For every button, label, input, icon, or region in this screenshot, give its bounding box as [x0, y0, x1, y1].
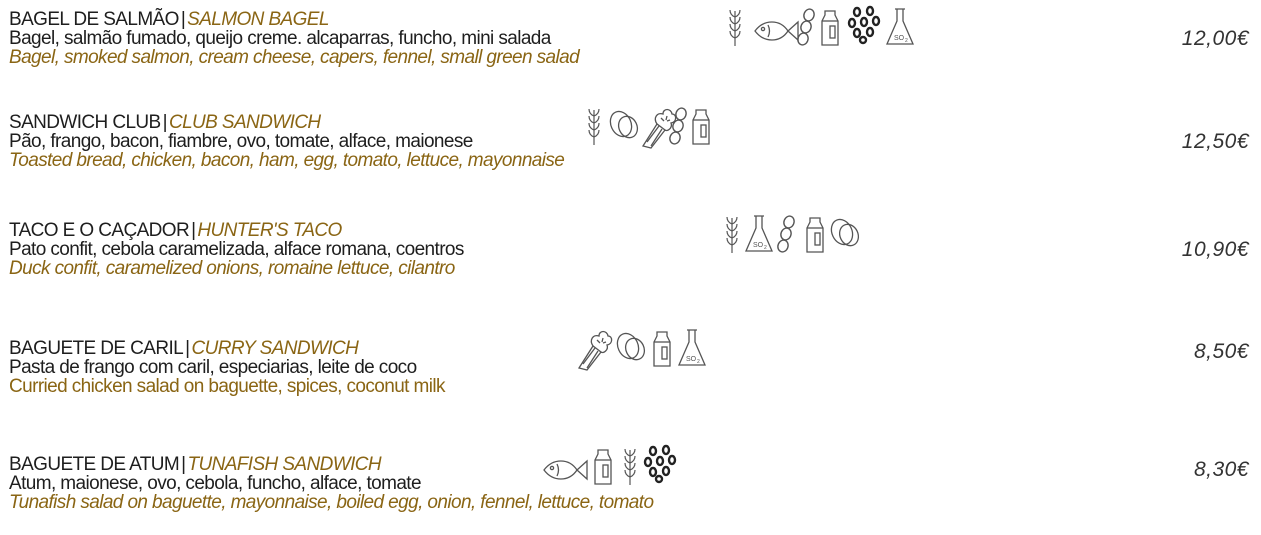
sesame-icon	[644, 446, 678, 482]
item-price: 10,90€	[1181, 238, 1249, 261]
sulphites-icon	[677, 328, 707, 368]
egg-icon	[616, 328, 646, 364]
item-price: 8,30€	[1193, 458, 1249, 481]
soy-icon	[796, 7, 816, 47]
item-price: 12,00€	[1181, 27, 1249, 50]
sulphites-icon	[744, 214, 774, 254]
item-name-en: CLUB SANDWICH	[168, 112, 321, 133]
item-name-en: TUNAFISH SANDWICH	[187, 454, 381, 475]
sulphites-icon	[885, 7, 915, 47]
menu-item	[9, 339, 1259, 419]
milk-icon	[821, 7, 839, 47]
item-name-en: SALMON BAGEL	[187, 9, 329, 30]
fish-icon	[541, 446, 589, 484]
gluten-icon	[622, 446, 638, 486]
gluten-icon	[727, 7, 743, 47]
item-name-pt: BAGEL DE SALMÃO	[9, 9, 179, 30]
svg-text:SO: SO	[686, 356, 697, 363]
menu-item	[9, 10, 1259, 90]
item-text	[9, 339, 445, 396]
item-description-en: Curried chicken salad on baguette, spices, coconut milk	[9, 376, 445, 397]
item-description-pt: Atum, maionese, ovo, cebola, funcho, alface, tomate	[9, 473, 421, 494]
item-name-pt: BAGUETE DE ATUM	[9, 454, 180, 475]
item-description-pt: Pato confit, cebola caramelizada, alface romana, coentros	[9, 239, 464, 260]
egg-icon	[830, 214, 860, 250]
item-title	[9, 113, 564, 132]
gluten-icon	[724, 214, 740, 254]
svg-text:2: 2	[697, 359, 700, 365]
item-price: 12,50€	[1181, 130, 1249, 153]
soy-icon	[776, 214, 796, 254]
milk-icon	[692, 106, 710, 146]
item-name-en: HUNTER'S TACO	[197, 220, 342, 241]
item-title	[9, 10, 579, 29]
item-text	[9, 113, 564, 170]
item-text	[9, 10, 579, 67]
item-title	[9, 221, 464, 240]
item-name-pt: BAGUETE DE CARIL	[9, 338, 184, 359]
sesame-icon	[848, 7, 882, 43]
milk-icon	[806, 214, 824, 254]
milk-icon	[653, 328, 671, 368]
menu-item	[9, 221, 1259, 301]
menu-item	[9, 455, 1259, 535]
name-separator: |	[185, 338, 190, 359]
name-separator: |	[181, 454, 186, 475]
milk-icon	[594, 446, 612, 486]
menu-item	[9, 113, 1259, 193]
name-separator: |	[180, 9, 186, 30]
item-description-pt: Pão, frango, bacon, fiambre, ovo, tomate, alface, maionese	[9, 131, 473, 152]
item-description-en: Toasted bread, chicken, bacon, ham, egg, tomato, lettuce, mayonnaise	[9, 150, 565, 171]
item-name-pt: TACO E O CAÇADOR	[9, 220, 190, 241]
item-description-en: Duck confit, caramelized onions, romaine lettuce, cilantro	[9, 258, 455, 279]
fish-icon	[752, 7, 800, 45]
svg-text:2: 2	[764, 245, 767, 251]
name-separator: |	[191, 220, 196, 241]
item-description-pt: Pasta de frango com caril, especiarias, leite de coco	[9, 357, 417, 378]
item-title	[9, 339, 445, 358]
item-description-en: Bagel, smoked salmon, cream cheese, capers, fennel, small green salad	[9, 47, 580, 68]
item-name-pt: SANDWICH CLUB	[9, 112, 161, 133]
svg-text:2: 2	[905, 38, 908, 44]
soy-icon	[668, 106, 688, 146]
gluten-icon	[586, 106, 602, 146]
item-price: 8,50€	[1193, 340, 1249, 363]
item-description-pt: Bagel, salmão fumado, queijo creme. alcaparras, funcho, mini salada	[9, 28, 551, 49]
item-name-en: CURRY SANDWICH	[191, 338, 359, 359]
celery-icon	[575, 328, 613, 370]
name-separator: |	[162, 112, 167, 133]
svg-text:SO: SO	[894, 35, 905, 42]
egg-icon	[609, 106, 639, 142]
item-description-en: Tunafish salad on baguette, mayonnaise, boiled egg, onion, fennel, lettuce, tomato	[9, 492, 654, 513]
item-text	[9, 221, 464, 278]
svg-text:SO: SO	[753, 242, 764, 249]
